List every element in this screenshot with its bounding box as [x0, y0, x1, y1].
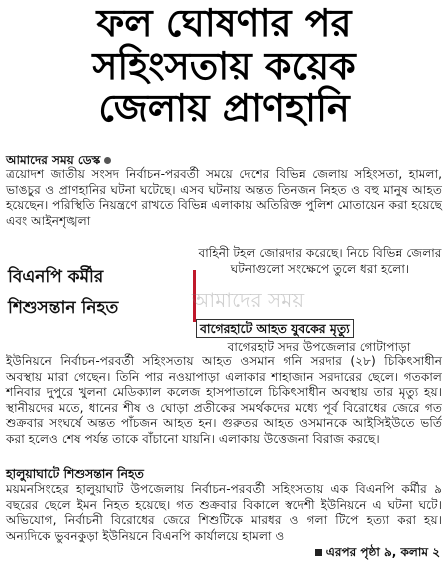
section-heading-bagerhat-text: বাগেরহাটে আহত যুবকের মৃত্যু	[196, 319, 354, 338]
continued-text: এরপর পৃষ্ঠা ৯, কলাম ২	[325, 545, 440, 559]
section-heading-bagerhat	[196, 321, 442, 341]
pull-quote-line-1: বিএনপি কর্মীর	[8, 267, 104, 287]
headline-line-2: সহিংসতায় কয়েক	[92, 42, 356, 88]
pull-quote-line-2: শিশুসন্তান নিহত	[8, 298, 119, 318]
pull-quote-divider	[193, 270, 196, 322]
byline-text: আমাদের সময় ডেস্ক	[6, 153, 101, 167]
headline-line-3: জেলায় প্রাণহানি	[98, 85, 350, 131]
section-heading-haluaghat: হালুয়াঘাটে শিশুসন্তান নিহত	[6, 466, 144, 481]
intro-paragraph-continued: বাহিনী টহল জোরদার করেছে। নিচে বিভিন্ন জেলার ঘটনাগুলো সংক্ষেপে তুলে ধরা হলো।	[198, 246, 442, 276]
watermark: আমাদের সময়	[191, 288, 305, 312]
pull-quote	[8, 262, 184, 328]
section-bagerhat-text: ইউনিয়নে নির্বাচন-পরবর্তী সহিংসতায় আহত ওসমান গনি সরদার (২৮) চিকিৎসাধীন অবস্থায় মারা গেছেন। তিনি পার নওয়াপাড়া এলাকার শাহাজান সরদারের ছেলে। গতকাল শনিবার দুপুরে খুলনা মেডিক্যাল কলেজ হাসপাতালে চিকিৎসাধীন অবস্থায় তার মৃত্যু হয়। স্থানীয়দের মতে, ধানের শীষ ও ঘোড়া প্রতীকের সমর্থকদের মধ্যে পূর্ব বিরোধের জেরে গত শুক্রবার সংঘর্ষে অন্তত পাঁচজন আহত হন। গুরুতর আহত ওসমানকে আইসিইউতে ভর্তি করা হলেও শেষ পর্যন্ত তাকে বাঁচানো যায়নি। এলাকায় উত্তেজনা বিরাজ করছে।	[6, 354, 442, 446]
square-bullet-icon	[315, 549, 322, 556]
section-bagerhat-location: বাগেরহাট সদর উপজেলার গোটাপাড়া	[227, 340, 411, 354]
headline	[0, 2, 448, 130]
section-haluaghat-text: ময়মনসিংহের হালুয়াঘাট উপজেলায় নির্বাচন-পরবর্তী সহিংসতায় এক বিএনপি কর্মীর ৯ বছরের ছেলে ইমন নিহত হয়েছে। গত শুক্রবার বিকালে স্বদেশী ইউনিয়নে এ ঘটনা ঘটে। অভিযোগ, নির্বাচনী বিরোধের জেরে শিশুটিকে মারধর ও গলা টিপে হত্যা করা হয়। অন্যদিকে ভুবনকুড়া ইউনিয়নে বিএনপি কার্যালয়ে হামলা ও	[6, 482, 442, 543]
headline-line-1: ফল ঘোষণার পর	[96, 0, 352, 45]
continued-on-page	[315, 544, 440, 564]
bullet-icon	[104, 157, 111, 164]
intro-paragraph: ত্রয়োদশ জাতীয় সংসদ নির্বাচন-পরবর্তী সময়ে দেশের বিভিন্ন জেলায় সহিংসতা, হামলা, ভাঙচুর ও প্রাণহানির ঘটনা ঘটেছে। এসব ঘটনায় অন্তত তিনজন নিহত ও বহু মানুষ আহত হয়েছেন। পরিস্থিতি নিয়ন্ত্রণে রাখতে বিভিন্ন এলাকায় অতিরিক্ত পুলিশ মোতায়েন করা হয়েছে এবং আইনশৃঙ্খলা	[6, 167, 442, 228]
